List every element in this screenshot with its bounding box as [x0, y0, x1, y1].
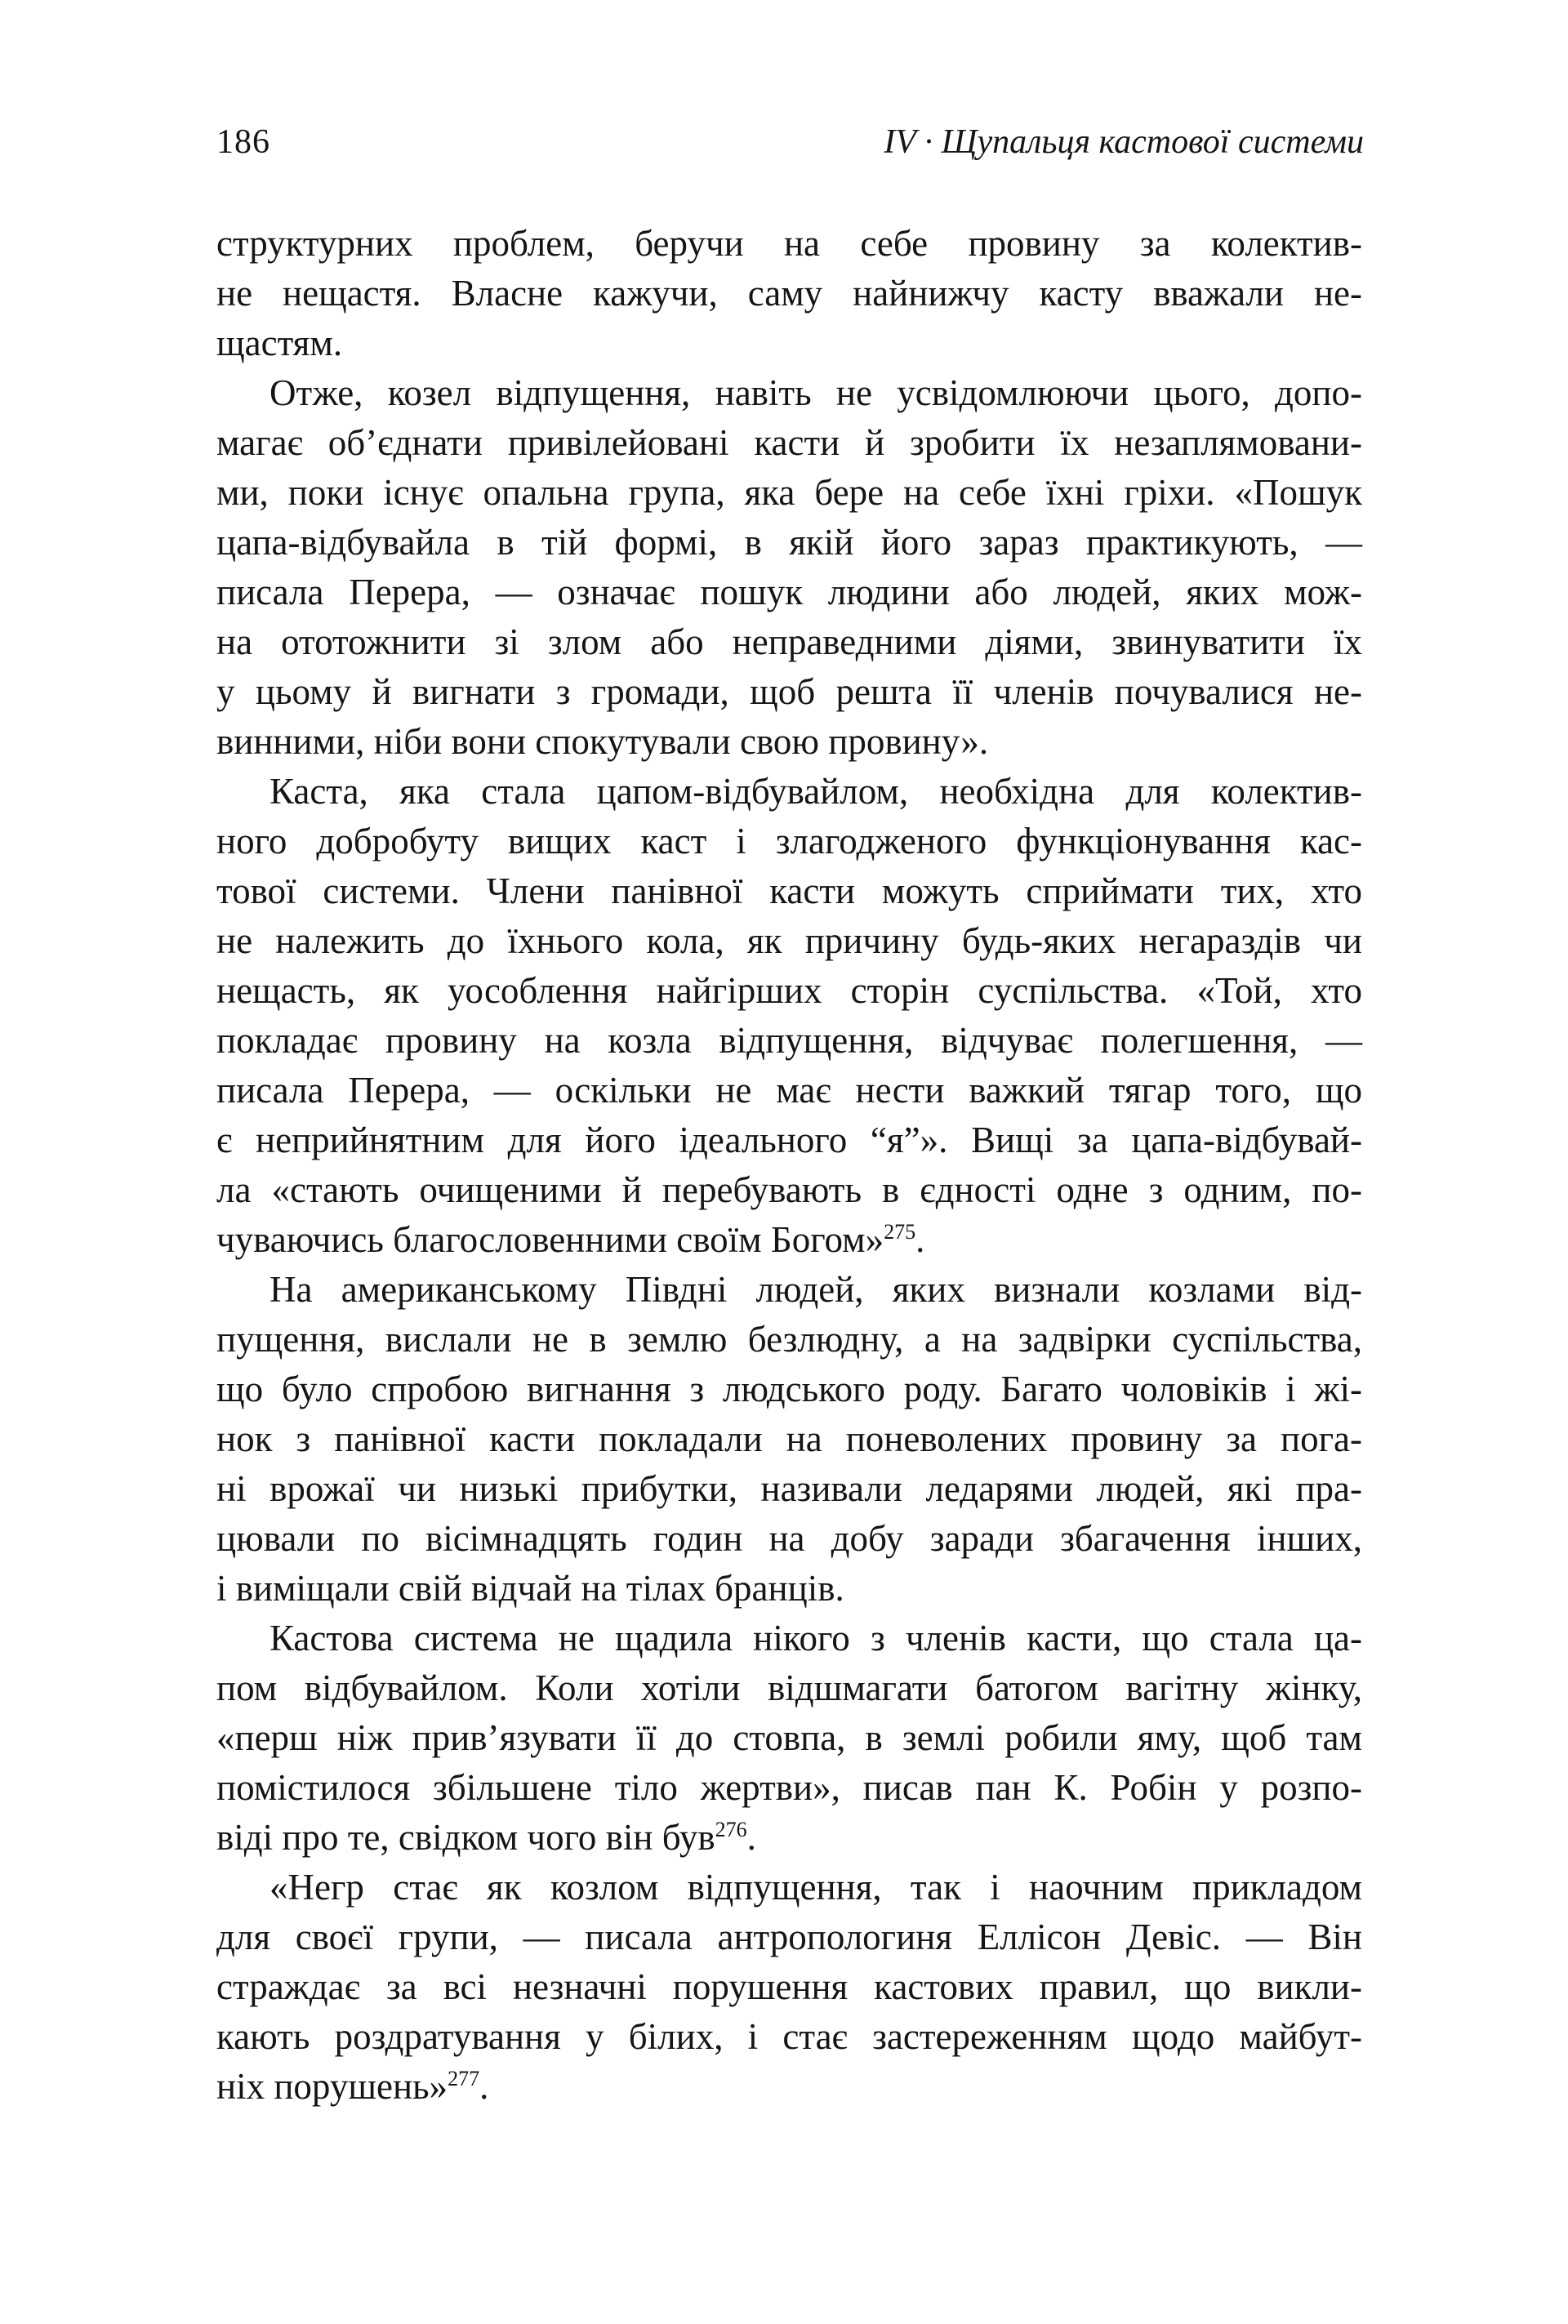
- text-line: щастям.: [216, 323, 343, 363]
- paragraph: [216, 1614, 1362, 1863]
- paragraph: [216, 1863, 1362, 2112]
- text-line: ла «стають очищеними й перебувають в єдності одне з одним, по-: [216, 1169, 1362, 1210]
- text-line: пом відбувайлом. Коли хотіли відшмагати батогом вагітну жінку,: [216, 1667, 1362, 1708]
- text-line: покладає провину на козла відпущення, відчуває полегшення, —: [216, 1020, 1362, 1061]
- text-line: цювали по вісімнадцять годин на добу заради збагачення інших,: [216, 1518, 1362, 1559]
- text-line: ми, поки існує опальна група, яка бере на себе їхні гріхи. «Пошук: [216, 472, 1362, 513]
- chapter-title: IV · Щупальця кастової системи: [884, 123, 1364, 161]
- text-line: нок з панівної касти покладали на поневолених провину за пога-: [216, 1418, 1362, 1459]
- text-line: винними, ніби вони спокутували свою провину».: [216, 721, 989, 762]
- text-line: структурних проблем, беручи на себе провину за колектив-: [216, 223, 1362, 264]
- paragraph: [216, 368, 1362, 767]
- text-line: писала Перера, — оскільки не має нести важкий тягар того, що: [216, 1070, 1362, 1111]
- text-line: що було спробою вигнання з людського роду. Багато чоловіків і жі-: [216, 1369, 1362, 1409]
- text-line: страждає за всі незначні порушення кастових правил, що викли-: [216, 1966, 1362, 2007]
- text-line: нещасть, як уособлення найгірших сторін суспільства. «Той, хто: [216, 970, 1362, 1011]
- body-text: [216, 219, 1362, 2112]
- text-line: у цьому й вигнати з громади, щоб решта її членів почувалися не-: [216, 671, 1362, 712]
- page-number: 186: [216, 123, 270, 161]
- text-line: писала Перера, — означає пошук людини або людей, яких мож-: [216, 572, 1362, 612]
- text-line: чуваючись благословенними своїм Богом»$^{275}$.: [216, 1219, 925, 1260]
- footnote-reference: 277: [448, 2066, 480, 2090]
- paragraph: [216, 767, 1362, 1265]
- text-line: ні врожаї чи низькі прибутки, називали ледарями людей, які пра-: [216, 1468, 1362, 1509]
- text-line: ного добробуту вищих каст і злагодженого функціонування кас-: [216, 821, 1362, 861]
- text-line: для своєї групи, — писала антропологиня Еллісон Девіс. — Він: [216, 1917, 1362, 1957]
- text-line: «Негр стає як козлом відпущення, так і наочним прикладом: [270, 1867, 1362, 1908]
- text-line: не нещастя. Власне кажучи, саму найнижчу касту вважали не-: [216, 273, 1362, 314]
- text-line: На американському Півдні людей, яких визнали козлами від-: [270, 1269, 1362, 1310]
- text-line: Каста, яка стала цапом-відбувайлом, необхідна для колектив-: [270, 771, 1362, 812]
- text-line: кають роздратування у білих, і стає застереженням щодо майбут-: [216, 2016, 1362, 2057]
- text-line: «перш ніж прив’язувати її до стовпа, в землі робили яму, щоб там: [216, 1717, 1362, 1758]
- text-line: і виміщали свій відчай на тілах бранців.: [216, 1568, 844, 1609]
- paragraph: [216, 219, 1362, 368]
- paragraph: [216, 1265, 1362, 1614]
- text-line: на ототожнити зі злом або неправедними діями, звинуватити їх: [216, 621, 1362, 662]
- text-line: цапа-відбувайла в тій формі, в якій його зараз практикують, —: [216, 522, 1362, 563]
- text-line: магає об’єднати привілейовані касти й зробити їх незаплямовани-: [216, 422, 1362, 463]
- text-line: Кастова система не щадила нікого з членів касти, що стала ца-: [270, 1618, 1362, 1658]
- text-line: не належить до їхнього кола, як причину будь-яких негараздів чи: [216, 920, 1362, 961]
- text-line: Отже, козел відпущення, навіть не усвідомлюючи цього, допо-: [270, 372, 1362, 413]
- text-line: пущення, вислали не в землю безлюдну, а на задвірки суспільства,: [216, 1319, 1362, 1360]
- text-line: помістилося збільшене тіло жертви», писав пан К. Робін у розпо-: [216, 1767, 1362, 1808]
- text-line: ніх порушень»$^{277}$.: [216, 2066, 489, 2107]
- text-line: тової системи. Члени панівної касти можуть сприймати тих, хто: [216, 870, 1362, 911]
- running-head: [216, 121, 1364, 163]
- footnote-reference: 276: [715, 1817, 747, 1841]
- text-line: віді про те, свідком чого він був$^{276}$.: [216, 1817, 756, 1858]
- footnote-reference: 275: [884, 1219, 916, 1244]
- text-line: є неприйнятним для його ідеального “я”». Вищі за цапа-відбувай-: [216, 1120, 1362, 1160]
